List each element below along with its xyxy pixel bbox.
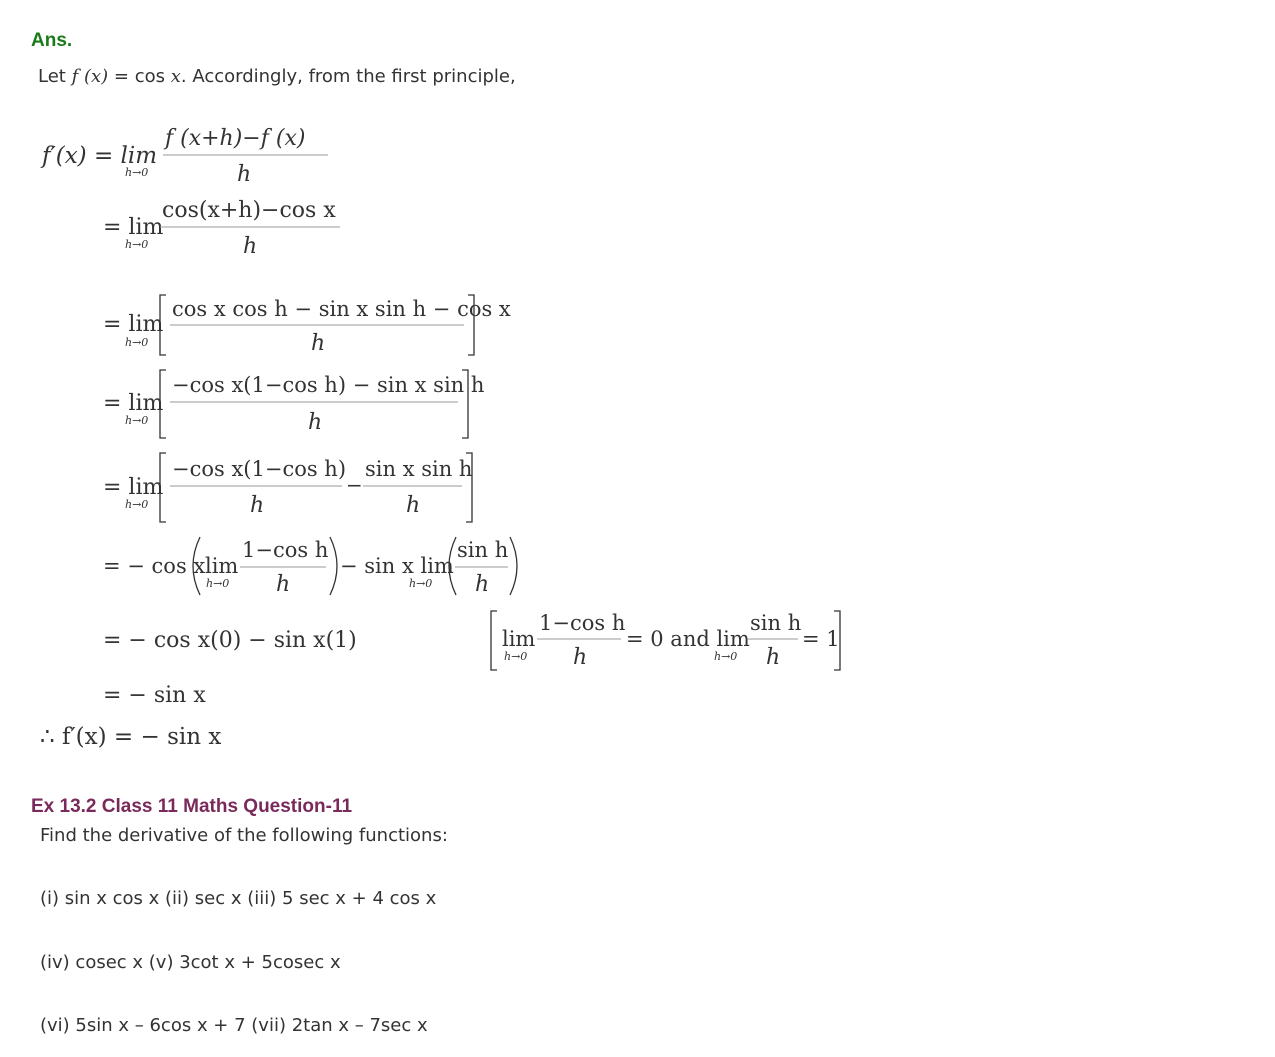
note-left-bracket xyxy=(491,611,497,670)
limit-sub-5: h→0 xyxy=(125,498,149,511)
intro-post: . Accordingly, from the first principle, xyxy=(180,66,516,87)
intro-pre: Let xyxy=(38,66,72,87)
question-heading: Ex 13.2 Class 11 Maths Question-11 xyxy=(31,796,353,817)
note-frac1-numerator: 1−cos h xyxy=(539,611,626,635)
line6-frac2-numerator: sin h xyxy=(457,538,509,562)
question-parts-3: (vi) 5sin x – 6cos x + 7 (vii) 2tan x – 7sec x xyxy=(40,1015,428,1036)
limit-sub-1: h→0 xyxy=(125,166,149,179)
limit-sub-2: h→0 xyxy=(125,238,149,251)
limit-sub-6b: h→0 xyxy=(409,577,433,590)
intro-fx: f (x) xyxy=(71,66,109,87)
line7: = − cos x(0) − sin x(1) xyxy=(103,628,357,653)
line5-lhs: = lim xyxy=(103,475,164,500)
note-frac2-numerator: sin h xyxy=(750,611,802,635)
note-limit-sub-1: h→0 xyxy=(504,650,528,663)
line8: = − sin x xyxy=(103,683,206,708)
line6-frac2-denominator: h xyxy=(475,572,490,597)
line6-right-paren xyxy=(330,537,337,595)
limit-sub-6a: h→0 xyxy=(206,577,230,590)
note-limit-sub-2: h→0 xyxy=(714,650,738,663)
question-instruction: Find the derivative of the following functions: xyxy=(40,825,448,846)
line3-lhs: = lim xyxy=(103,312,164,337)
line6-pre: = − cos x xyxy=(103,554,206,578)
line2-denominator: h xyxy=(243,234,258,259)
note-eq0: = 0 and lim xyxy=(626,627,750,651)
line4-numerator: −cos x(1−cos h) − sin x sin h xyxy=(172,373,485,397)
question-parts-1: (i) sin x cos x (ii) sec x (iii) 5 sec x + 4 cos x xyxy=(40,888,437,909)
answer-label: Ans. xyxy=(31,30,73,51)
line3-denominator: h xyxy=(311,331,326,356)
limit-sub-3: h→0 xyxy=(125,336,149,349)
line6-lim: lim xyxy=(205,554,239,578)
line1-lhs: f′(x) = lim xyxy=(42,143,158,169)
note-eq1: = 1 xyxy=(802,627,840,651)
line1-numerator: f (x+h)−f (x) xyxy=(165,126,306,151)
line5-denominator-a: h xyxy=(250,493,265,518)
line6-frac-denominator: h xyxy=(276,572,291,597)
line4-lhs: = lim xyxy=(103,391,164,416)
line5-denominator-b: h xyxy=(406,493,421,518)
line4-denominator: h xyxy=(308,410,323,435)
intro-mid: = cos xyxy=(108,66,171,87)
limit-sub-4: h→0 xyxy=(125,414,149,427)
line3-numerator: cos x cos h − sin x sin h − cos x xyxy=(172,297,511,321)
note-lim: lim xyxy=(502,627,536,651)
line5-numerator-a: −cos x(1−cos h) xyxy=(172,457,347,481)
line6-mid: − sin x lim xyxy=(340,554,454,578)
line5-numerator-b: sin x sin h xyxy=(365,457,473,481)
line2-numerator: cos(x+h)−cos x xyxy=(162,198,336,223)
conclusion: ∴ f′(x) = − sin x xyxy=(40,724,222,750)
note-frac1-denominator: h xyxy=(573,645,588,670)
note-frac2-denominator: h xyxy=(766,645,781,670)
intro-x: x xyxy=(170,66,181,87)
line5-minus: − xyxy=(346,473,363,497)
line6-right-paren-2 xyxy=(510,537,517,595)
line2-lhs: = lim xyxy=(103,215,164,240)
line1-denominator: h xyxy=(237,162,252,187)
question-parts-2: (iv) cosec x (v) 3cot x + 5cosec x xyxy=(40,952,341,973)
line6-frac-numerator: 1−cos h xyxy=(242,538,329,562)
